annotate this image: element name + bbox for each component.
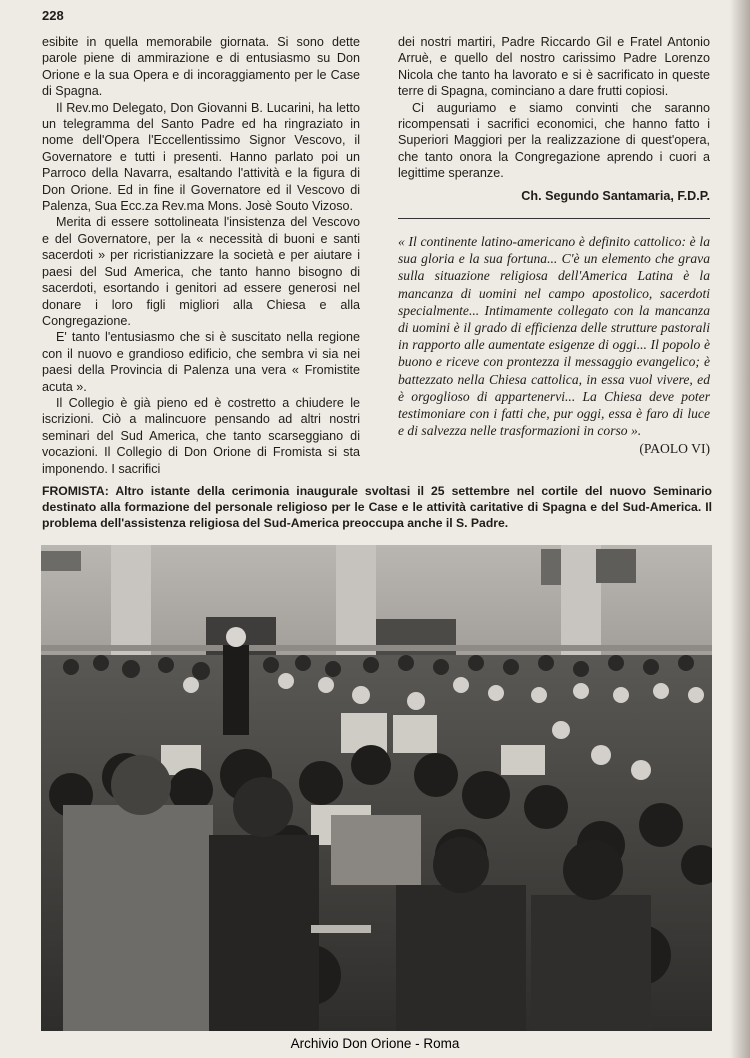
ceremony-photo-illustration: [41, 545, 712, 1031]
left-paragraph-4: E' tanto l'entusiasmo che si è suscitato nella regione con il nuovo e grandioso edificio, che sembra vi sia nei paesi della Provincia di Palenza una vera « Fromistite acuta ».: [42, 330, 360, 394]
column-divider: [398, 218, 710, 219]
left-paragraph-2: Il Rev.mo Delegato, Don Giovanni B. Lucarini, ha letto un telegramma del Santo Padre ed ha ringraziato in nome dell'Opera l'Eccellentissimo Signor Vescovo, il Governatore e tutti i presenti. Hanno parlato poi un Parroco della Navarra, esaltando l'attività e la figura di Don Orione. Ed in fine il Governatore ed il Vescovo di Palenza, Sua Ecc.za Rev.ma Mons. Josè Souto Vizoso.: [42, 100, 360, 214]
article-signature: Ch. Segundo Santamaria, F.D.P.: [521, 188, 710, 203]
page-number: 228: [42, 8, 64, 23]
ceremony-photo: [41, 545, 712, 1031]
right-paragraph-1: dei nostri martiri, Padre Riccardo Gil e Fratel Antonio Arruè, e quello del nostro carissimo Padre Lorenzo Nicola che tanto ha lavorato e si è sacrificato in queste terre di Spagna, cominciano a dare frutti copiosi.: [398, 35, 710, 99]
left-column: [42, 34, 360, 477]
binding-shadow: [730, 0, 750, 1058]
papal-quote: [398, 233, 710, 456]
right-column: [398, 34, 710, 457]
quote-author: (PAOLO VI): [639, 440, 710, 456]
left-paragraph-1: esibite in quella memorabile giornata. Si sono dette parole piene di ammirazione e di entusiasmo su Don Orione e la sua Opera e di incoraggiamento per le Case di Spagna.: [42, 35, 360, 99]
quote-text: « Il continente latino-americano è definito cattolico: è la sua gloria e la sua fortuna... C'è un elemento che grava sulla situazione religiosa dell'America Latina è la mancanza di uomini nel campo apostolico, sacerdoti specialmente... Intimamente collegato con la mancanza di uomini è il grado di efficienza delle strutture pastorali in rapporto alle aumentate esigenze di oggi... Il popolo è buono e riceve con prontezza il messaggio evangelico; è battezzato nella Chiesa cattolica, in essa vuol vivere, ed è orgoglioso di appartenervi... La Chiesa deve poter testimoniare con i fatti che, pur oggi, essa è faro di luce e di salvezza nelle trasformazioni in corso ».: [398, 234, 710, 439]
right-paragraph-2: Ci auguriamo e siamo convinti che saranno ricompensati i sacrifici economici, che hanno fatto i Superiori Maggiori per la realizzazione di quest'opera, che tanto onora la Congregazione aprendo i cuori a legittime speranze.: [398, 100, 710, 181]
photo-caption: FROMISTA: Altro istante della cerimonia inaugurale svoltasi il 25 settembre nel cortile del nuovo Seminario destinato alla formazione del personale religioso per le Case e le attività caritative di Spagna e del Sud-America. Il problema dell'assistenza religiosa del Sud-America preoccupa anche il S. Padre.: [42, 484, 712, 531]
archive-footer: Archivio Don Orione - Roma: [290, 1036, 460, 1051]
left-paragraph-5: Il Collegio è già pieno ed è costretto a chiudere le iscrizioni. Ciò a malincuore pensando ad altri nostri seminari del Sud America, che tanto scarseggiano di vocazioni. Il Collegio di Don Orione di Fromista si sta imponendo. I sacrifici: [42, 395, 360, 476]
left-paragraph-3: Merita di essere sottolineata l'insistenza del Vescovo e del Governatore, per la « necessità di buoni e santi sacerdoti » per ricristianizzare la società e per aiutare i paesi del Sud America, che tanto hanno bisogno di sacerdoti, esortando i genitori ad essere generosi nel donare i loro figli migliori alla Chiesa e alla Congregazione.: [42, 215, 360, 328]
